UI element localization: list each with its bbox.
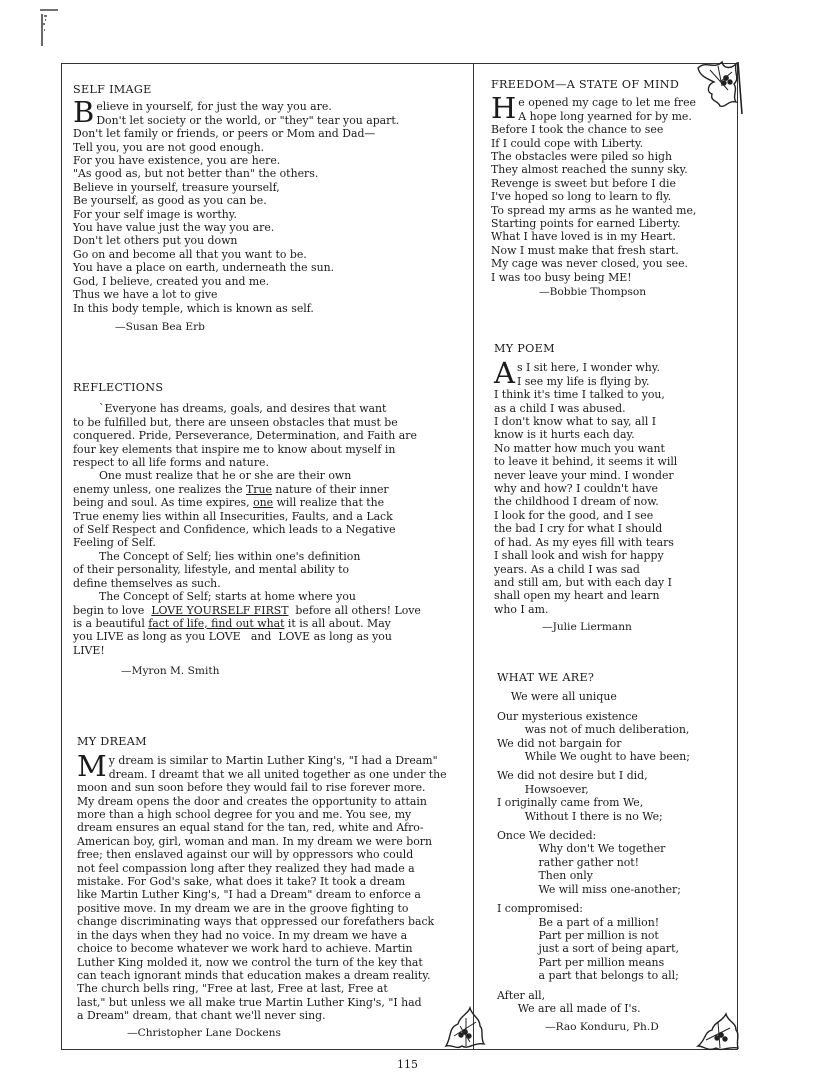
what-we-are-line: a part that belongs to all; <box>497 969 679 983</box>
my-dream-title: MY DREAM <box>77 735 147 748</box>
my-dream-line: dream. I dreamt that we all united together as one under the <box>108 767 447 781</box>
reflections-line: you LIVE as long as you LOVE and LOVE as long as you <box>73 630 392 644</box>
reflections-line <box>73 604 468 617</box>
reflections-section <box>73 381 468 679</box>
my-dream-line: more than a high school degree for you and me. You see, my <box>77 808 412 822</box>
self-image-line: You have a place on earth, underneath the sun. <box>73 261 335 275</box>
freedom-lines <box>491 123 731 284</box>
reflections-line: four key elements that inspire me to know about myself in <box>73 442 396 456</box>
reflections-paragraph-2 <box>73 510 468 550</box>
reflections-text: begin to love <box>73 603 152 617</box>
my-poem-line: I look for the good, and I see <box>494 508 654 522</box>
freedom-line: I was too busy being ME! <box>491 270 632 284</box>
my-dream-line: positive move. In my dream we are in the groove fighting to <box>77 901 409 915</box>
self-image-line: Thus we have a lot to give <box>73 288 218 302</box>
what-we-are-stanzas <box>497 690 737 1015</box>
reflections-text: will realize that the <box>273 496 385 510</box>
reflections-line: The Concept of Self; lies within one's definition <box>99 549 361 563</box>
reflections-line: of their personality, lifestyle, and mental ability to <box>73 563 350 577</box>
what-we-are-line: Our mysterious existence <box>497 709 638 723</box>
my-dream-line: last," but unless we all make true Martin Luther King's, "I had <box>77 995 422 1009</box>
what-we-are-stanza <box>497 989 737 1016</box>
page-number: 115 <box>397 1058 418 1071</box>
freedom-line: Revenge is sweet but before I die <box>491 176 676 190</box>
my-poem-line: s I sit here, I wonder why. <box>516 361 660 375</box>
my-dream-line: Luther King molded it, now we control the turn of the key that <box>77 955 423 969</box>
reflections-line: True enemy lies within all Insecurities, Faults, and a Lack <box>73 509 393 523</box>
what-we-are-line: I compromised: <box>497 902 583 916</box>
self-image-lines <box>73 127 468 315</box>
scan-mark-icon <box>38 8 60 48</box>
reflections-line: `Everyone has dreams, goals, and desires that want <box>99 402 387 416</box>
reflections-line <box>73 483 468 496</box>
what-we-are-line: We are all made of I's. <box>497 1001 641 1015</box>
my-dream-line: The church bells ring, "Free at last, Free at last, Free at <box>77 982 388 996</box>
my-dream-line: choice to become whatever we work hard to achieve. Martin <box>77 942 413 956</box>
freedom-line: e opened my cage to let me free <box>518 96 697 110</box>
what-we-are-line: Once We decided: <box>497 829 597 843</box>
self-image-line: Go on and become all that you want to be. <box>73 247 307 261</box>
what-we-are-line: I originally came from We, <box>497 796 644 810</box>
my-dream-lines <box>77 781 472 1022</box>
what-we-are-line: Part per million means <box>497 955 665 969</box>
column-divider <box>473 64 474 1049</box>
what-we-are-line: While We ought to have been; <box>497 750 690 764</box>
reflections-text: enemy unless, one realizes the <box>73 482 247 496</box>
my-poem-author: —Julie Liermann <box>542 621 632 634</box>
my-poem-line: never leave your mind. I wonder <box>494 468 674 482</box>
my-poem-line: years. As a child I was sad <box>494 562 640 576</box>
my-dream-author: —Christopher Lane Dockens <box>127 1026 281 1039</box>
freedom-line: My cage was never closed, you see. <box>491 257 689 271</box>
what-we-are-line: After all, <box>497 988 546 1002</box>
what-we-are-line: We will miss one-another; <box>497 882 681 896</box>
what-we-are-line: We did not bargain for <box>497 736 622 750</box>
reflections-paragraph-1 <box>73 402 468 469</box>
self-image-line: "As good as, but not better than" the others. <box>73 167 319 181</box>
reflections-line: to be fulfilled but, there are unseen obstacles that must be <box>73 415 398 429</box>
freedom-drop-cap: H <box>491 91 517 126</box>
my-poem-drop-cap: A <box>494 356 515 391</box>
my-dream-section <box>77 735 472 1040</box>
reflections-line: One must realize that he or she are their own <box>99 469 352 483</box>
self-image-line: God, I believe, created you and me. <box>73 274 270 288</box>
self-image-line: Don't let others put you down <box>73 234 238 248</box>
freedom-line: Now I must make that fresh start. <box>491 243 679 257</box>
what-we-are-title: WHAT WE ARE? <box>497 671 595 684</box>
self-image-line: elieve in yourself, for just the way you are. <box>96 100 332 114</box>
what-we-are-line: We were all unique <box>497 690 617 704</box>
freedom-line: If I could cope with Liberty. <box>491 136 644 150</box>
reflections-text: before all others! Love <box>288 603 421 617</box>
my-dream-line: change discriminating ways that oppressed our forefathers back <box>77 915 435 929</box>
my-poem-line: No matter how much you want <box>494 441 665 455</box>
freedom-line: To spread my arms as he wanted me, <box>491 203 697 217</box>
reflections-line: define themselves as such. <box>73 576 221 590</box>
reflections-paragraph-3 <box>73 550 468 590</box>
self-image-line: In this body temple, which is known as self. <box>73 301 314 315</box>
freedom-line: They almost reached the sunny sky. <box>491 163 688 177</box>
self-image-author: —Susan Bea Erb <box>115 320 205 333</box>
what-we-are-stanza <box>497 829 737 896</box>
my-dream-line: free; then enslaved against our will by oppressors who could <box>77 848 414 862</box>
reflections-author: —Myron M. Smith <box>121 665 220 678</box>
reflections-underlined: LOVE YOURSELF FIRST <box>151 603 289 617</box>
my-poem-section <box>494 342 734 635</box>
what-we-are-section <box>497 671 737 1035</box>
my-poem-line: who I am. <box>494 602 549 616</box>
reflections-underlined: True <box>246 482 272 496</box>
reflections-text: is a beautiful <box>73 616 149 630</box>
my-poem-line: I shall look and wish for happy <box>494 549 664 563</box>
my-dream-line: moon and sun soon before they would fail to rise forever more. <box>77 781 426 795</box>
my-poem-line: I think it's time I talked to you, <box>494 388 665 402</box>
freedom-author: —Bobbie Thompson <box>539 286 647 299</box>
what-we-are-line: Without I there is no We; <box>497 809 663 823</box>
reflections-paragraph-4 <box>73 630 468 657</box>
my-dream-line: mistake. For God's sake, what does it take? It took a dream <box>77 875 406 889</box>
freedom-line: What I have loved is in my Heart. <box>491 230 676 244</box>
self-image-section <box>73 83 468 334</box>
my-poem-title: MY POEM <box>494 342 555 355</box>
my-dream-line: a Dream" dream, that chant we'll never sing. <box>77 1009 326 1023</box>
my-dream-line: My dream opens the door and creates the opportunity to attain <box>77 794 427 808</box>
my-dream-line: can teach ignorant minds that education makes a dream reality. <box>77 968 431 982</box>
freedom-line: A hope long yearned for by me. <box>518 109 692 123</box>
my-dream-line: American boy, girl, woman and man. In my dream we were born <box>77 834 432 848</box>
my-dream-line: in the days when they had no voice. In my dream we have a <box>77 928 408 942</box>
reflections-line: The Concept of Self; starts at home where you <box>99 590 356 604</box>
self-image-drop-cap: B <box>73 95 95 130</box>
my-poem-line: shall open my heart and learn <box>494 589 660 603</box>
freedom-section <box>491 78 731 300</box>
my-dream-line: like Martin Luther King's, "I had a Dream" dream to enforce a <box>77 888 421 902</box>
my-poem-line: I don't know what to say, all I <box>494 415 657 429</box>
self-image-line: For your self image is worthy. <box>73 207 237 221</box>
what-we-are-line: Then only <box>497 869 593 883</box>
self-image-line: You have value just the way you are. <box>73 221 275 235</box>
self-image-line: For you have existence, you are here. <box>73 154 281 168</box>
freedom-line: The obstacles were piled so high <box>491 150 673 164</box>
my-dream-line: y dream is similar to Martin Luther King's, "I had a Dream" <box>108 754 438 768</box>
what-we-are-line: Why don't We together <box>497 842 666 856</box>
self-image-title: SELF IMAGE <box>73 83 152 96</box>
reflections-line: LIVE! <box>73 643 105 657</box>
reflections-text: nature of their inner <box>271 482 389 496</box>
my-poem-line: as a child I was abused. <box>494 401 626 415</box>
freedom-line: I've hoped so long to learn to fly. <box>491 190 672 204</box>
my-poem-line: of had. As my eyes fill with tears <box>494 535 674 549</box>
what-we-are-line: Part per million is not <box>497 928 659 942</box>
reflections-line: Feeling of Self. <box>73 536 156 550</box>
self-image-line: Tell you, you are not good enough. <box>73 140 265 154</box>
my-dream-line: dream ensures an equal stand for the tan, red, white and Afro- <box>77 821 424 835</box>
reflections-line <box>73 496 468 509</box>
reflections-line: respect to all life forms and nature. <box>73 456 269 470</box>
reflections-underlined: one <box>253 496 274 510</box>
what-we-are-stanza <box>497 902 737 982</box>
what-we-are-stanza <box>497 769 737 823</box>
freedom-line: Starting points for earned Liberty. <box>491 217 681 231</box>
my-poem-line: the bad I cry for what I should <box>494 522 663 536</box>
what-we-are-line: just a sort of being apart, <box>497 942 679 956</box>
what-we-are-stanza <box>497 690 737 703</box>
my-poem-lines <box>494 388 734 616</box>
my-poem-line: why and how? I couldn't have <box>494 482 658 496</box>
my-poem-line: and still am, but with each day I <box>494 575 672 589</box>
reflections-underlined: fact of life, find out what <box>148 616 285 630</box>
what-we-are-line: Howsoever, <box>497 782 589 796</box>
my-poem-line: I see my life is flying by. <box>516 374 650 388</box>
freedom-title: FREEDOM—A STATE OF MIND <box>491 78 680 91</box>
self-image-line: Believe in yourself, treasure yourself, <box>73 180 280 194</box>
self-image-line: Don't let society or the world, or "they" tear you apart. <box>96 113 400 127</box>
reflections-title: REFLECTIONS <box>73 381 164 394</box>
reflections-line <box>73 617 468 630</box>
reflections-line: of Self Respect and Confidence, which leads to a Negative <box>73 523 396 537</box>
freedom-line: Before I took the chance to see <box>491 123 664 137</box>
what-we-are-line: We did not desire but I did, <box>497 769 648 783</box>
what-we-are-line: Be a part of a million! <box>497 915 660 929</box>
what-we-are-author: —Rao Konduru, Ph.D <box>545 1021 659 1034</box>
my-dream-line: not feel compassion long after they realized they had made a <box>77 861 415 875</box>
reflections-text: it is all about. May <box>284 616 391 630</box>
what-we-are-line: was not of much deliberation, <box>497 723 690 737</box>
reflections-line: conquered. Pride, Perseverance, Determination, and Faith are <box>73 429 417 443</box>
my-poem-line: to leave it behind, it seems it will <box>494 455 678 469</box>
self-image-line: Don't let family or friends, or peers or Mom and Dad— <box>73 127 376 141</box>
my-dream-drop-cap: M <box>77 749 107 784</box>
my-poem-line: the childhood I dream of now. <box>494 495 659 509</box>
what-we-are-line: rather gather not! <box>497 855 640 869</box>
self-image-line: Be yourself, as good as you can be. <box>73 194 267 208</box>
what-we-are-stanza <box>497 710 737 764</box>
my-poem-line: know is it hurts each day. <box>494 428 635 442</box>
reflections-text: being and soul. As time expires, <box>73 496 254 510</box>
